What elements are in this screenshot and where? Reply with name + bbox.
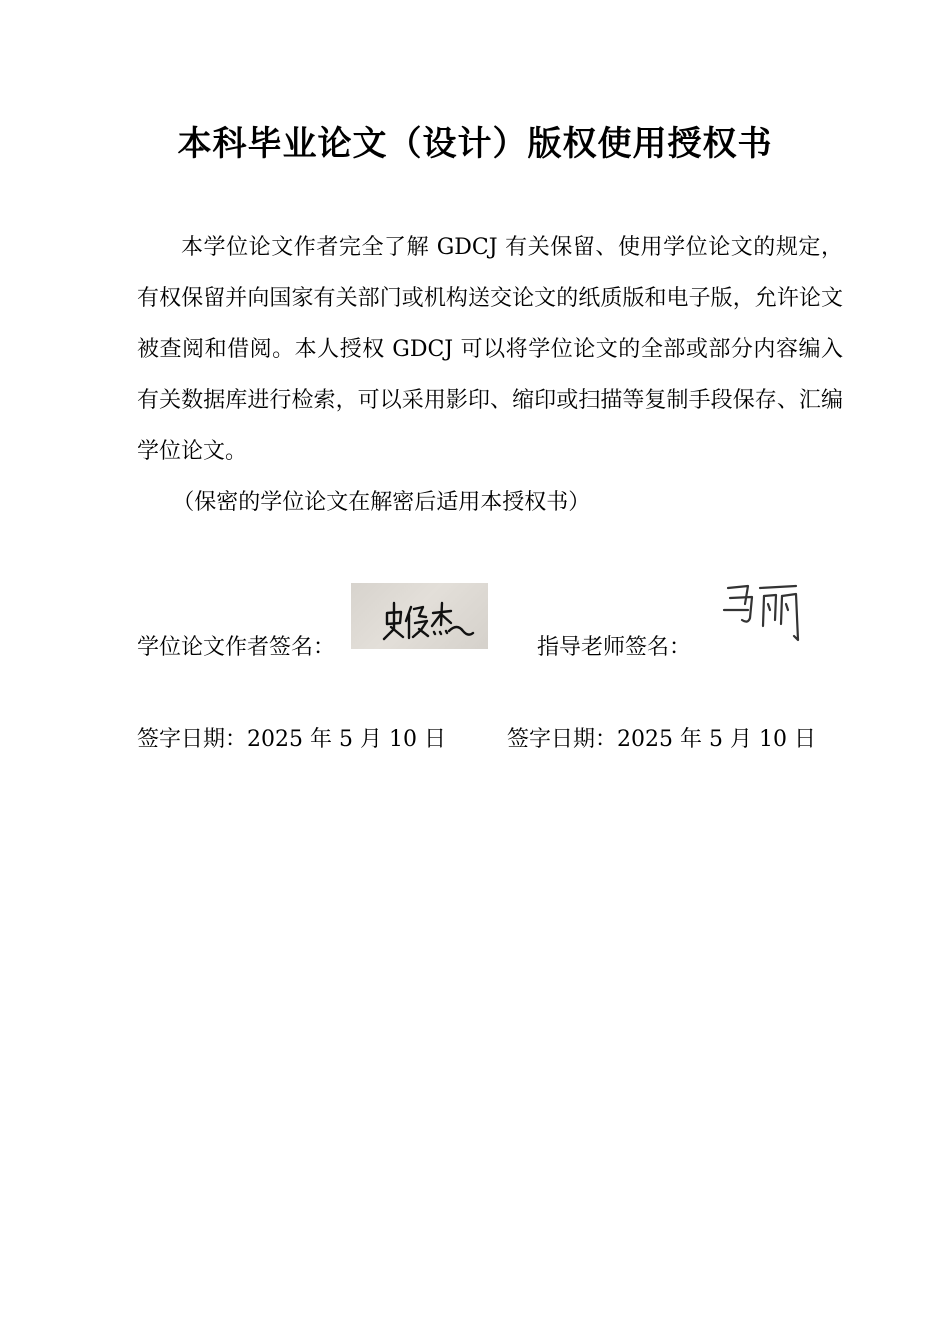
authorization-body	[137, 222, 843, 528]
document-title: 本科毕业论文（设计）版权使用授权书	[177, 124, 773, 164]
advisor-signature-date: 签字日期：2025 年 5 月 10 日	[507, 727, 816, 752]
author-signature-image	[351, 583, 488, 649]
confidentiality-note: （保密的学位论文在解密后适用本授权书）	[172, 490, 591, 515]
advisor-signature-label: 指导老师签名：	[537, 635, 692, 660]
author-signature-date: 签字日期：2025 年 5 月 10 日	[137, 727, 446, 752]
author-signature-label: 学位论文作者签名：	[137, 635, 336, 660]
authorization-paragraph: 本学位论文作者完全了解 GDCJ 有关保留、使用学位论文的规定，有权保留并向国家有关部门或机构送交论文的纸质版和电子版，允许论文被查阅和借阅。本人授权 GDCJ 可以将学位论文的全部或部分内容编入有关数据库进行检索，可以采用影印、缩印或扫描等复制手段保存、汇编学位论文。	[137, 235, 843, 464]
author-handwritten-signature	[351, 583, 488, 649]
advisor-signature-image	[712, 574, 812, 652]
advisor-handwritten-signature	[712, 574, 812, 652]
